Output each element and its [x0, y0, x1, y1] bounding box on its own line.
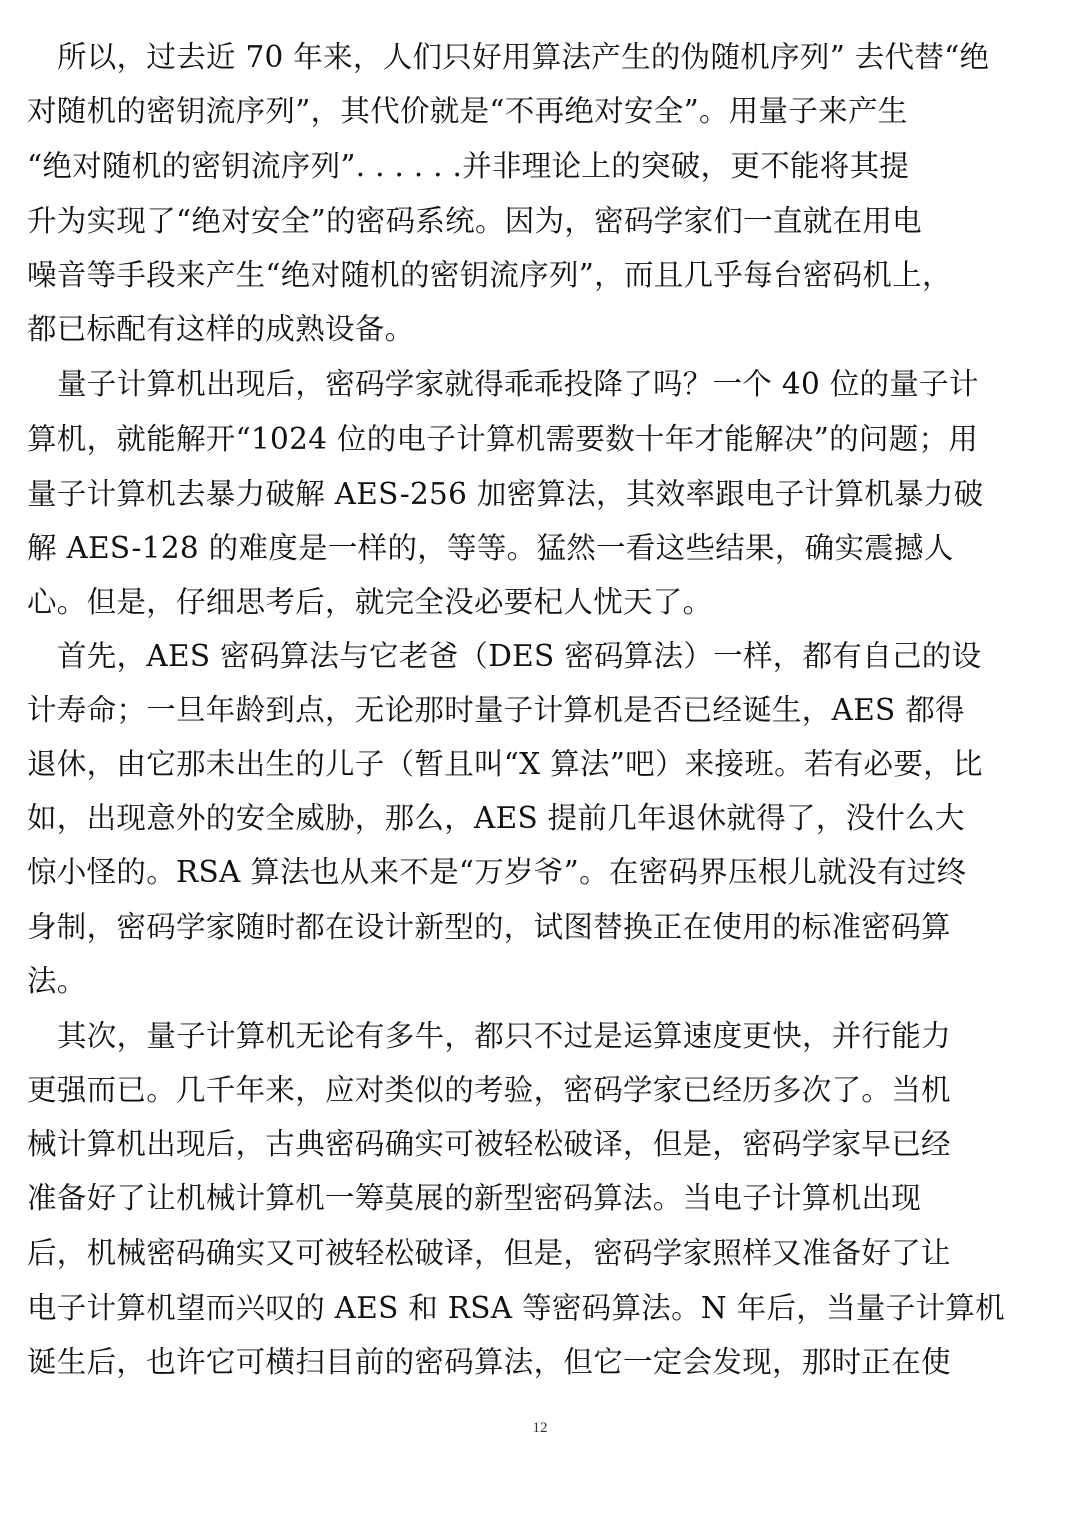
text-line: 电子计算机望而兴叹的 AES 和 RSA 等密码算法。N 年后，当量子计算机 — [27, 1291, 1005, 1325]
text-line: “绝对随机的密钥流序列”. . . . . .并非理论上的突破，更不能将其提 — [27, 149, 910, 183]
text-line: 所以，过去近 70 年来，人们只好用算法产生的伪随机序列” 去代替“绝 — [57, 40, 990, 74]
text-line: 后，机械密码确实又可被轻松破译，但是，密码学家照样又准备好了让 — [27, 1236, 951, 1270]
text-line: 诞生后，也许它可横扫目前的密码算法，但它一定会发现，那时正在使 — [27, 1345, 951, 1379]
text-line: 对随机的密钥流序列”，其代价就是“不再绝对安全”。用量子来产生 — [27, 94, 908, 128]
text-line: 法。 — [27, 964, 87, 998]
text-line: 量子计算机出现后，密码学家就得乖乖投降了吗？一个 40 位的量子计 — [57, 367, 979, 401]
text-line: 退休，由它那未出生的儿子（暂且叫“X 算法”吧）来接班。若有必要，比 — [27, 747, 983, 781]
text-line: 准备好了让机械计算机一筹莫展的新型密码算法。当电子计算机出现 — [27, 1181, 922, 1215]
text-line: 噪音等手段来产生“绝对随机的密钥流序列”，而且几乎每台密码机上， — [27, 258, 952, 292]
text-line: 其次，量子计算机无论有多牛，都只不过是运算速度更快，并行能力 — [57, 1019, 952, 1053]
text-line: 量子计算机去暴力破解 AES-256 加密算法，其效率跟电子计算机暴力破 — [27, 477, 984, 511]
text-line: 如，出现意外的安全威胁，那么，AES 提前几年退休就得了，没什么大 — [27, 801, 965, 835]
text-line: 心。但是，仔细思考后，就完全没必要杞人忧天了。 — [27, 585, 713, 619]
text-line: 计寿命；一旦年龄到点，无论那时量子计算机是否已经诞生，AES 都得 — [27, 693, 965, 727]
text-line: 升为实现了“绝对安全”的密码系统。因为，密码学家们一直就在用电 — [27, 204, 922, 238]
text-line: 首先，AES 密码算法与它老爸（DES 密码算法）一样，都有自己的设 — [57, 639, 982, 673]
text-line: 身制，密码学家随时都在设计新型的，试图替换正在使用的标准密码算 — [27, 910, 951, 944]
text-line: 械计算机出现后，古典密码确实可被轻松破译，但是，密码学家早已经 — [27, 1127, 951, 1161]
text-line: 都已标配有这样的成熟设备。 — [27, 312, 415, 346]
text-line: 惊小怪的。RSA 算法也从来不是“万岁爷”。在密码界压根儿就没有过终 — [27, 855, 967, 889]
page-number: 12 — [532, 1420, 548, 1436]
text-line: 解 AES-128 的难度是一样的，等等。猛然一看这些结果，确实震撼人 — [27, 531, 954, 565]
text-line: 更强而已。几千年来，应对类似的考验，密码学家已经历多次了。当机 — [27, 1073, 951, 1107]
text-line: 算机，就能解开“1024 位的电子计算机需要数十年才能解决”的问题；用 — [27, 422, 979, 456]
